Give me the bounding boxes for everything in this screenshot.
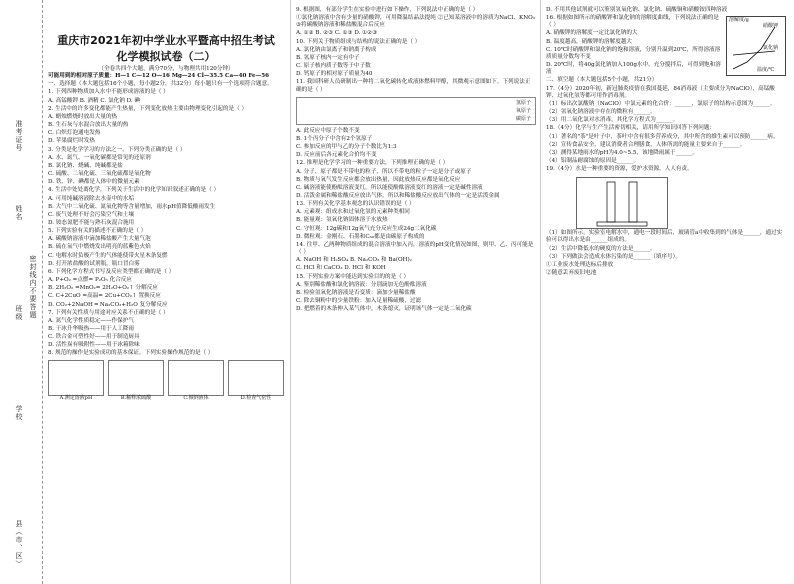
col2-line: 13. 下列有关化学基本观念的认识错误的是（ ） (296, 201, 415, 208)
col2-line: ①氯化钠溶液中含有少量的硝酸钾，可用降温结晶法提纯 ②已知某溶液中的溶质为NaCl、KNO₃ ③将碳酸钠溶液和稀盐酸混合后反应 (296, 15, 535, 29)
col2-line: 15. 下列实验方案中能达到实验目的的是（ ） (296, 273, 410, 280)
col1-line: D. 活性炭有吸附性——用于冰箱除味 (48, 342, 140, 349)
exam-title: 重庆市2021年初中学业水平暨高中招生考试 (57, 34, 275, 47)
school-label: 学校 (15, 405, 23, 421)
col2-line: A. NaOH 和 H₂SO₄ B. Na₂CO₃ 和 Ba(OH)₂ (296, 257, 412, 264)
atomic-masses: 可能用到的相对原子质量：H—1 C—12 O—16 Mg—24 Cl—35.5 Ca—40 Fe—56 (48, 73, 269, 80)
district-label: 县（市、区） (15, 520, 23, 568)
col1-line: 一、选择题（本大题包括16个小题，每小题2分，共32分）每小题只有一个选项符合题意。 (48, 81, 273, 88)
column-3 (546, 6, 786, 277)
col1-line: D. CO₂+2NaOH ═ Na₂CO₃+H₂O 复分解反应 (48, 301, 168, 308)
col2-line: C. 除去铜粉中的少量铁粉：加入足量稀硫酸，过滤 (296, 298, 422, 304)
column-2 (296, 6, 536, 313)
col3-line: （4）铝制品耐腐蚀的原因是______。 (546, 157, 640, 164)
question-8-figure (48, 360, 284, 402)
col1-line: D. 铁、锌、碘都是人体中的微量元素 (48, 179, 140, 186)
col3-line: 18.（4分）化学与生产生活密切相关，请用所学知识回答下列问题： (546, 125, 716, 132)
col1-line: C. 白炽灯泡通电发热 (48, 130, 101, 137)
col2-line: C. 原子核内质子数等于中子数 (296, 63, 371, 70)
seal-warning: 密封线内不要答题 (29, 255, 37, 319)
col3-line: （1）如图所示，实验室电解水中，通电一段时间后，玻璃管a中收集到的气体是______，通过实验可以得出水是由______组成的。 (546, 230, 783, 244)
col1-line: A. 高锰酸钾 B. 酒精 C. 氯化钠 D. 碘 (48, 97, 141, 104)
col2-line: B. 能量观：氢氧化钠固体溶于水放热 (296, 217, 388, 224)
column-divider (540, 0, 541, 584)
col3-line: （3）用二氧化氯对水消毒，其化学方程式为______。 (546, 117, 679, 124)
col1-line: B. 氯化钠、烧碱、纯碱都是盐 (48, 162, 123, 169)
col1-line: A. 碳酸钠溶液中滴加稀盐酸产生大量气泡 (48, 236, 151, 243)
col1-line: D. 铵态氮肥不能与熟石灰混合施用 (48, 219, 135, 226)
col2-line: C. 参加反应的甲与乙的分子个数比为1:3 (296, 144, 397, 151)
col1-line: D. 苹果腐烂时发热 (48, 138, 95, 145)
col2-line: C. 守恒观：12g碳和12g氧气充分反应生成24g二氧化碳 (296, 225, 437, 232)
col2-line: 12. 推理是化学学习的一种重要方法，下列推理正确的是（ ） (296, 160, 449, 167)
col1-line: A. 氮气化学性质稳定——作保护气 (48, 317, 134, 324)
col1-line: A. 可用纯碱溶液除去水壶中的水垢 (48, 195, 134, 202)
col2-line: A. 分子、原子都是不带电的粒子，所以不带电的粒子一定是分子或原子 (296, 168, 472, 175)
graph-label-y: 溶解度/g (729, 17, 749, 24)
col1-line: 2. 生活中的许多变化都能产生热量，下列变化放热主要由物理变化引起的是（ ） (48, 105, 248, 112)
exam-note: （全卷共四个大题，满分70分，与物理共用120分钟） (98, 66, 234, 72)
col1-line: B. 大气中二氧化硫、氮氧化物等含量增加，雨水pH值降低酸雨发生 (48, 203, 216, 210)
col2-line: B. 物质与氧气发生反应都会放出热量，因此放热反应都是氧化反应 (296, 176, 461, 183)
col1-line: C. 铁合金可塑性好——用于制造厨具 (48, 334, 140, 341)
col1-line: 8. 规范的操作是实验成功的基本保证。下列实验操作规范的是（ ） (48, 350, 214, 357)
col2-line: A. ①② B. ②③ C. ①③ D. ①②③ (296, 30, 378, 37)
col3-line: （1）标出次氯酸钠（NaClO）中氯元素的化合价：______，氯原子的结构示意图为______。 (546, 100, 776, 107)
col2-line: 10. 下列关于物质组成与结构的说法正确的是（ ） (296, 38, 421, 45)
col1-line: 1. 下列四种物质加入水中不能形成溶液的是（ ） (48, 89, 169, 96)
col1-line: 5. 下列实验有关的描述不正确的是（ ） (48, 228, 147, 235)
col2-line: B. 氢原子核内一定有中子 (296, 54, 360, 61)
legend-label: 碳原子 (515, 115, 531, 122)
col1-line: A. P+O₂ =点燃= P₂O₅ 化合反应 (48, 277, 132, 284)
col2-line: 11. 我国科研人员研制出一种将二氧化碳转化成液体燃料甲醇，其微观示意图如下。下列说法正确的是（ ） (296, 79, 531, 93)
name-label: 姓名 (15, 205, 23, 221)
col2-line: C. HCl 和 CaCO₃ D. HCl 和 KOH (296, 265, 386, 272)
graph-label-b: 氯化钠 (763, 45, 779, 52)
col1-line: 4. 生活中处处离化学。下列关于生活中的化学知识叙述正确的是（ ） (48, 187, 220, 194)
col3-line: ①工业废水处理达标后排放 (546, 261, 614, 268)
option-b-image: B.稀释浓硫酸 (108, 360, 164, 396)
col3-line: （1）著名的"茶"是叶子中，茶叶中含有很多营养成分，其中所含的维生素可以预防______病。 (546, 133, 779, 140)
exam-subtitle: 化学模拟试卷（二） (116, 50, 216, 63)
col2-line: D. 把燃着的木条伸入某气体中，木条熄灭，证明该气体一定是二氧化碳 (296, 306, 472, 313)
col1-line: 6. 下列化学方程式书写及反应类型都正确的是（ ） (48, 268, 175, 275)
col2-line: B. 检验氢氧化钠溶液是否变质：滴加少量稀盐酸 (296, 289, 416, 296)
graph-label-a: 硝酸钾 (763, 23, 779, 30)
col1-line: 3. 分类是化学学习的方法之一。下列分类正确的是（ ） (48, 146, 186, 153)
col1-line: B. 生石灰与水混合放出大量的热 (48, 122, 129, 129)
col2-line: A. 此反应中原子个数不变 (296, 127, 360, 134)
col1-line: C. 硫酸、二氧化硫、三氧化硫都是氧化物 (48, 171, 151, 178)
legend-label: 氧原子 (515, 107, 531, 114)
molecule-diagram (296, 97, 536, 125)
col2-line: A. 元素观：组成水和过氧化氢的元素种类相同 (296, 209, 410, 216)
col2-line: 14. 往甲、乙两种物质组成的混合溶液中加入丙，溶液的pH变化情况如图，则甲、乙、丙可能是（ ） (296, 241, 534, 256)
col3-line: （2）氢氧化钠溶液中存在的微粒有______。 (546, 109, 656, 116)
option-d-image: D.检查气密性 (228, 360, 284, 396)
col3-line: （3）测得某地雨水的pH为4.0~5.5，该地降雨属于______。 (546, 149, 698, 156)
class-label: 班级 (15, 305, 23, 321)
column-divider (290, 0, 291, 584)
col2-line: A. 鉴别稀盐酸和氯化钠溶液：分别滴加无色酚酞溶液 (296, 281, 427, 288)
col3-line: D. 20℃时，将40g氯化钠加入100g水中，充分搅拌后，可得到饱和溶液 (546, 62, 721, 76)
electrolysis-apparatus (576, 177, 668, 229)
col2-line: D. 活泼金属和稀盐酸反应放出气体，所以和稀盐酸反应放出气体的一定是活泼金属 (296, 192, 500, 199)
col1-line: B. 2H₂O₂ =MnO₂= 2H₂O+O₂↑ 分解反应 (48, 285, 158, 292)
col2-line: C. 碱溶液能使酚酞溶液变红，所以能使酚酞溶液变红的溶液一定是碱性溶液 (296, 184, 483, 191)
col1-line: D. 打开浓盐酸的试剂瓶，瓶口冒白雾 (48, 260, 140, 267)
col2-line: D. 钙原子的相对原子质量为40 (296, 71, 373, 78)
col3-line: 二、填空题（本大题包括5个小题，共21分） (546, 77, 658, 84)
col2-line: B. 1个丙分子中含有2个氢原子 (296, 135, 373, 142)
col3-line: B. 温度越高，硝酸钾的溶解度越大 (546, 38, 632, 45)
option-c-image: C.倾倒液体 (168, 360, 224, 396)
col3-line: （2）宣传食品安全，建议消费者合理膳食，人体所需的能量主要来自于______。 (546, 141, 746, 148)
col1-line: C. 废气处理不好会污染空气和土壤 (48, 211, 134, 218)
col3-line: ②随意丢弃废旧电池 (546, 270, 597, 277)
col3-line: 19.（4分）水是一种重要的资源，爱护水资源，人人有责。 (546, 166, 693, 173)
col2-line: D. 微粒观：金刚石、石墨和C₆₀都是由碳原子构成的 (296, 233, 425, 240)
solubility-graph (726, 16, 786, 76)
column-1 (48, 6, 284, 402)
exam-number-label: 准考证号 (15, 120, 23, 152)
col3-line: C. 10℃时硝酸钾和氯化钠的饱和溶液，分别升温到20℃，所得溶液溶质质量分数均不变 (546, 46, 721, 60)
col1-line: A. 水、氮气、一氧化碳都是常见的还原剂 (48, 154, 151, 161)
col2-line: 9. 根据图，有部分学生在实验中进行如下操作，下列说法中正确的是（ ） (296, 7, 479, 13)
binding-margin (0, 0, 43, 584)
col3-line: 16. 根据如图所示的硝酸钾和氯化钠的溶解度曲线，下列说法正确的是（ ） (546, 15, 719, 29)
col3-line: （2）生活中降低水的硬度的方法是______。 (546, 245, 656, 252)
graph-label-x: 温度/℃ (757, 67, 775, 74)
option-a-image: A.测定溶液pH (48, 360, 104, 396)
col3-line: 17.（4分）2020年初，新冠肺炎疫情在我国蔓延，84消毒液（主要成分为NaClO）、高锰酸钾、过氧化氢等都可用作消毒剂。 (546, 85, 775, 99)
col1-line: C. C+2CuO =高温= 2Cu+CO₂↑ 置换反应 (48, 293, 161, 300)
col1-line: 7. 下列有关性质与用途对应关系不正确的是（ ） (48, 309, 169, 316)
col2-line: A. 氯化钠由氯离子和钠离子构成 (296, 46, 377, 53)
col1-line: B. 硫在氧气中燃烧发出明亮的蓝紫色火焰 (48, 244, 151, 251)
col3-line: （3）下列做法会造成水体污染的是______（填序号）。 (546, 253, 682, 260)
col1-line: B. 干冰升华吸热——用于人工降雨 (48, 326, 134, 332)
col1-line: C. 电解水时负极产生的气体能使带火星木条复燃 (48, 252, 168, 259)
col3-line: A. 硝酸钾的溶解度一定比氯化钠的大 (546, 30, 638, 37)
col1-line: A. 蜡烛燃烧时放出大量的热 (48, 113, 118, 120)
col3-line: D. 不用其他试剂就可以鉴别氢氧化钠、氯化钠、硫酸铜和硝酸铵四种溶液 (546, 7, 728, 13)
col2-line: D. 反应前后各元素化合价均不变 (296, 152, 377, 159)
legend-label: 氢原子 (515, 99, 531, 106)
